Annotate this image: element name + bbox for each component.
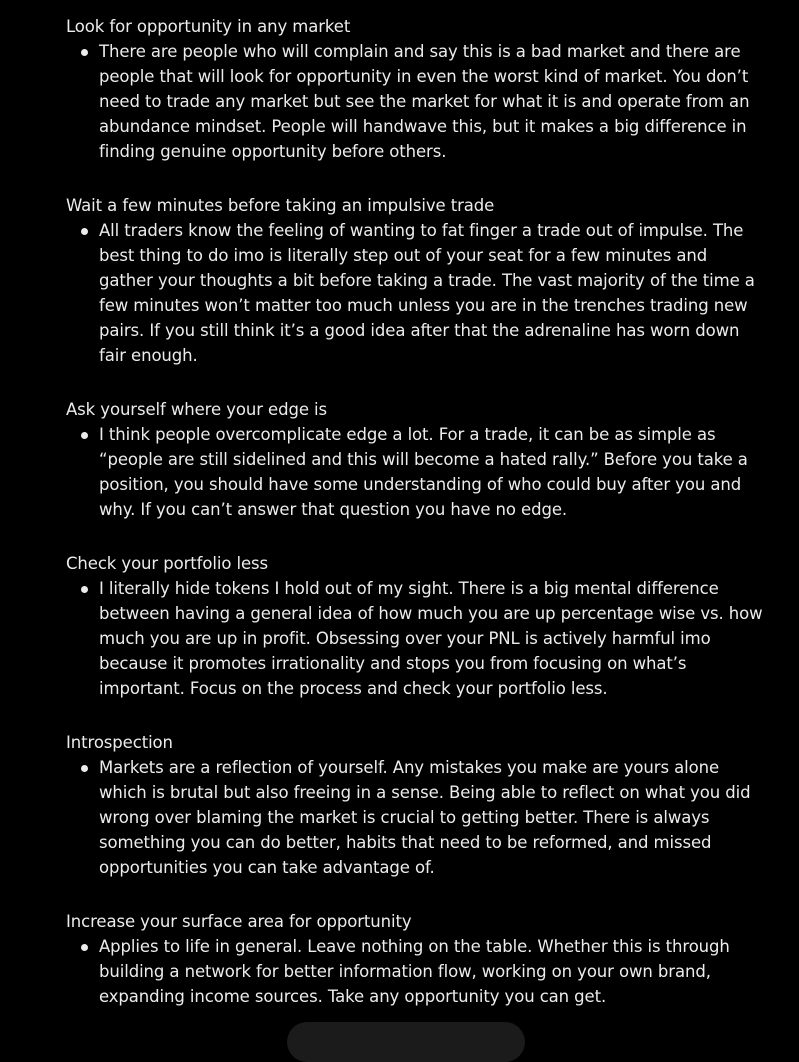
bullet-item bbox=[66, 755, 766, 880]
section-spacer bbox=[66, 368, 766, 397]
section-wait-before-impulsive-trade bbox=[66, 193, 766, 368]
section-heading: Introspection bbox=[66, 733, 173, 752]
bullet-text: There are people who will complain and say this is a bad market and there are people that will look for opportunity in even the worst kind of market. You don’t need to trade any market but see the market for what it is and operate from an abundance mindset. People will handwave this, but it makes a big difference in finding genuine opportunity before others. bbox=[99, 42, 750, 161]
bullet-dot-icon bbox=[81, 228, 88, 235]
bullet-list bbox=[66, 39, 766, 164]
section-heading: Check your portfolio less bbox=[66, 554, 269, 573]
bullet-dot-icon bbox=[81, 944, 88, 951]
section-opportunity-any-market bbox=[66, 14, 766, 164]
section-spacer bbox=[66, 522, 766, 551]
bullet-text: All traders know the feeling of wanting to fat finger a trade out of impulse. The best thing to do imo is literally step out of your seat for a few minutes and gather your thoughts a bit before taking a trade. The vast majority of the time a few minutes won’t matter too much unless you are in the trenches trading new pairs. If you still think it’s a good idea after that the adrenaline has worn down fair enough. bbox=[99, 221, 755, 365]
bullet-list bbox=[66, 576, 766, 701]
bullet-list bbox=[66, 218, 766, 368]
bullet-item bbox=[66, 422, 766, 522]
section-heading: Increase your surface area for opportunity bbox=[66, 912, 412, 931]
bullet-dot-icon bbox=[81, 765, 88, 772]
section-spacer bbox=[66, 164, 766, 193]
bullet-dot-icon bbox=[81, 432, 88, 439]
bullet-text: I think people overcomplicate edge a lot. For a trade, it can be as simple as “people are still sidelined and this will become a hated rally.” Before you take a position, you should have some understanding of who could buy after you and why. If you can’t answer that question you have no edge. bbox=[99, 425, 748, 519]
bullet-text: Applies to life in general. Leave nothing on the table. Whether this is through building a network for better information flow, working on your own brand, expanding income sources. Take any opportunity you can get. bbox=[99, 937, 730, 1006]
bullet-list bbox=[66, 422, 766, 522]
document-body bbox=[66, 14, 766, 1009]
bullet-list bbox=[66, 934, 766, 1009]
section-introspection bbox=[66, 730, 766, 880]
bullet-item bbox=[66, 576, 766, 701]
bullet-text: I literally hide tokens I hold out of my sight. There is a big mental difference between having a general idea of how much you are up percentage wise vs. how much you are up in profit. Obsessing over your PNL is actively harmful imo because it promotes irrationality and stops you from focusing on what’s important. Focus on the process and check your portfolio less. bbox=[99, 579, 763, 698]
bullet-list bbox=[66, 755, 766, 880]
section-where-is-your-edge bbox=[66, 397, 766, 522]
bullet-text: Markets are a reflection of yourself. Any mistakes you make are yours alone which is brutal but also freeing in a sense. Being able to reflect on what you did wrong over blaming the market is crucial to getting better. There is always something you can do better, habits that need to be reformed, and missed opportunities you can take advantage of. bbox=[99, 758, 751, 877]
bullet-item bbox=[66, 39, 766, 164]
section-spacer bbox=[66, 701, 766, 730]
section-heading: Wait a few minutes before taking an impulsive trade bbox=[66, 196, 495, 215]
section-surface-area-for-opportunity bbox=[66, 909, 766, 1009]
section-check-portfolio-less bbox=[66, 551, 766, 701]
section-heading: Ask yourself where your edge is bbox=[66, 400, 328, 419]
bottom-pill-button[interactable] bbox=[287, 1022, 525, 1062]
bullet-dot-icon bbox=[81, 49, 88, 56]
section-spacer bbox=[66, 880, 766, 909]
bullet-dot-icon bbox=[81, 586, 88, 593]
bullet-item bbox=[66, 934, 766, 1009]
section-heading: Look for opportunity in any market bbox=[66, 17, 351, 36]
bullet-item bbox=[66, 218, 766, 368]
